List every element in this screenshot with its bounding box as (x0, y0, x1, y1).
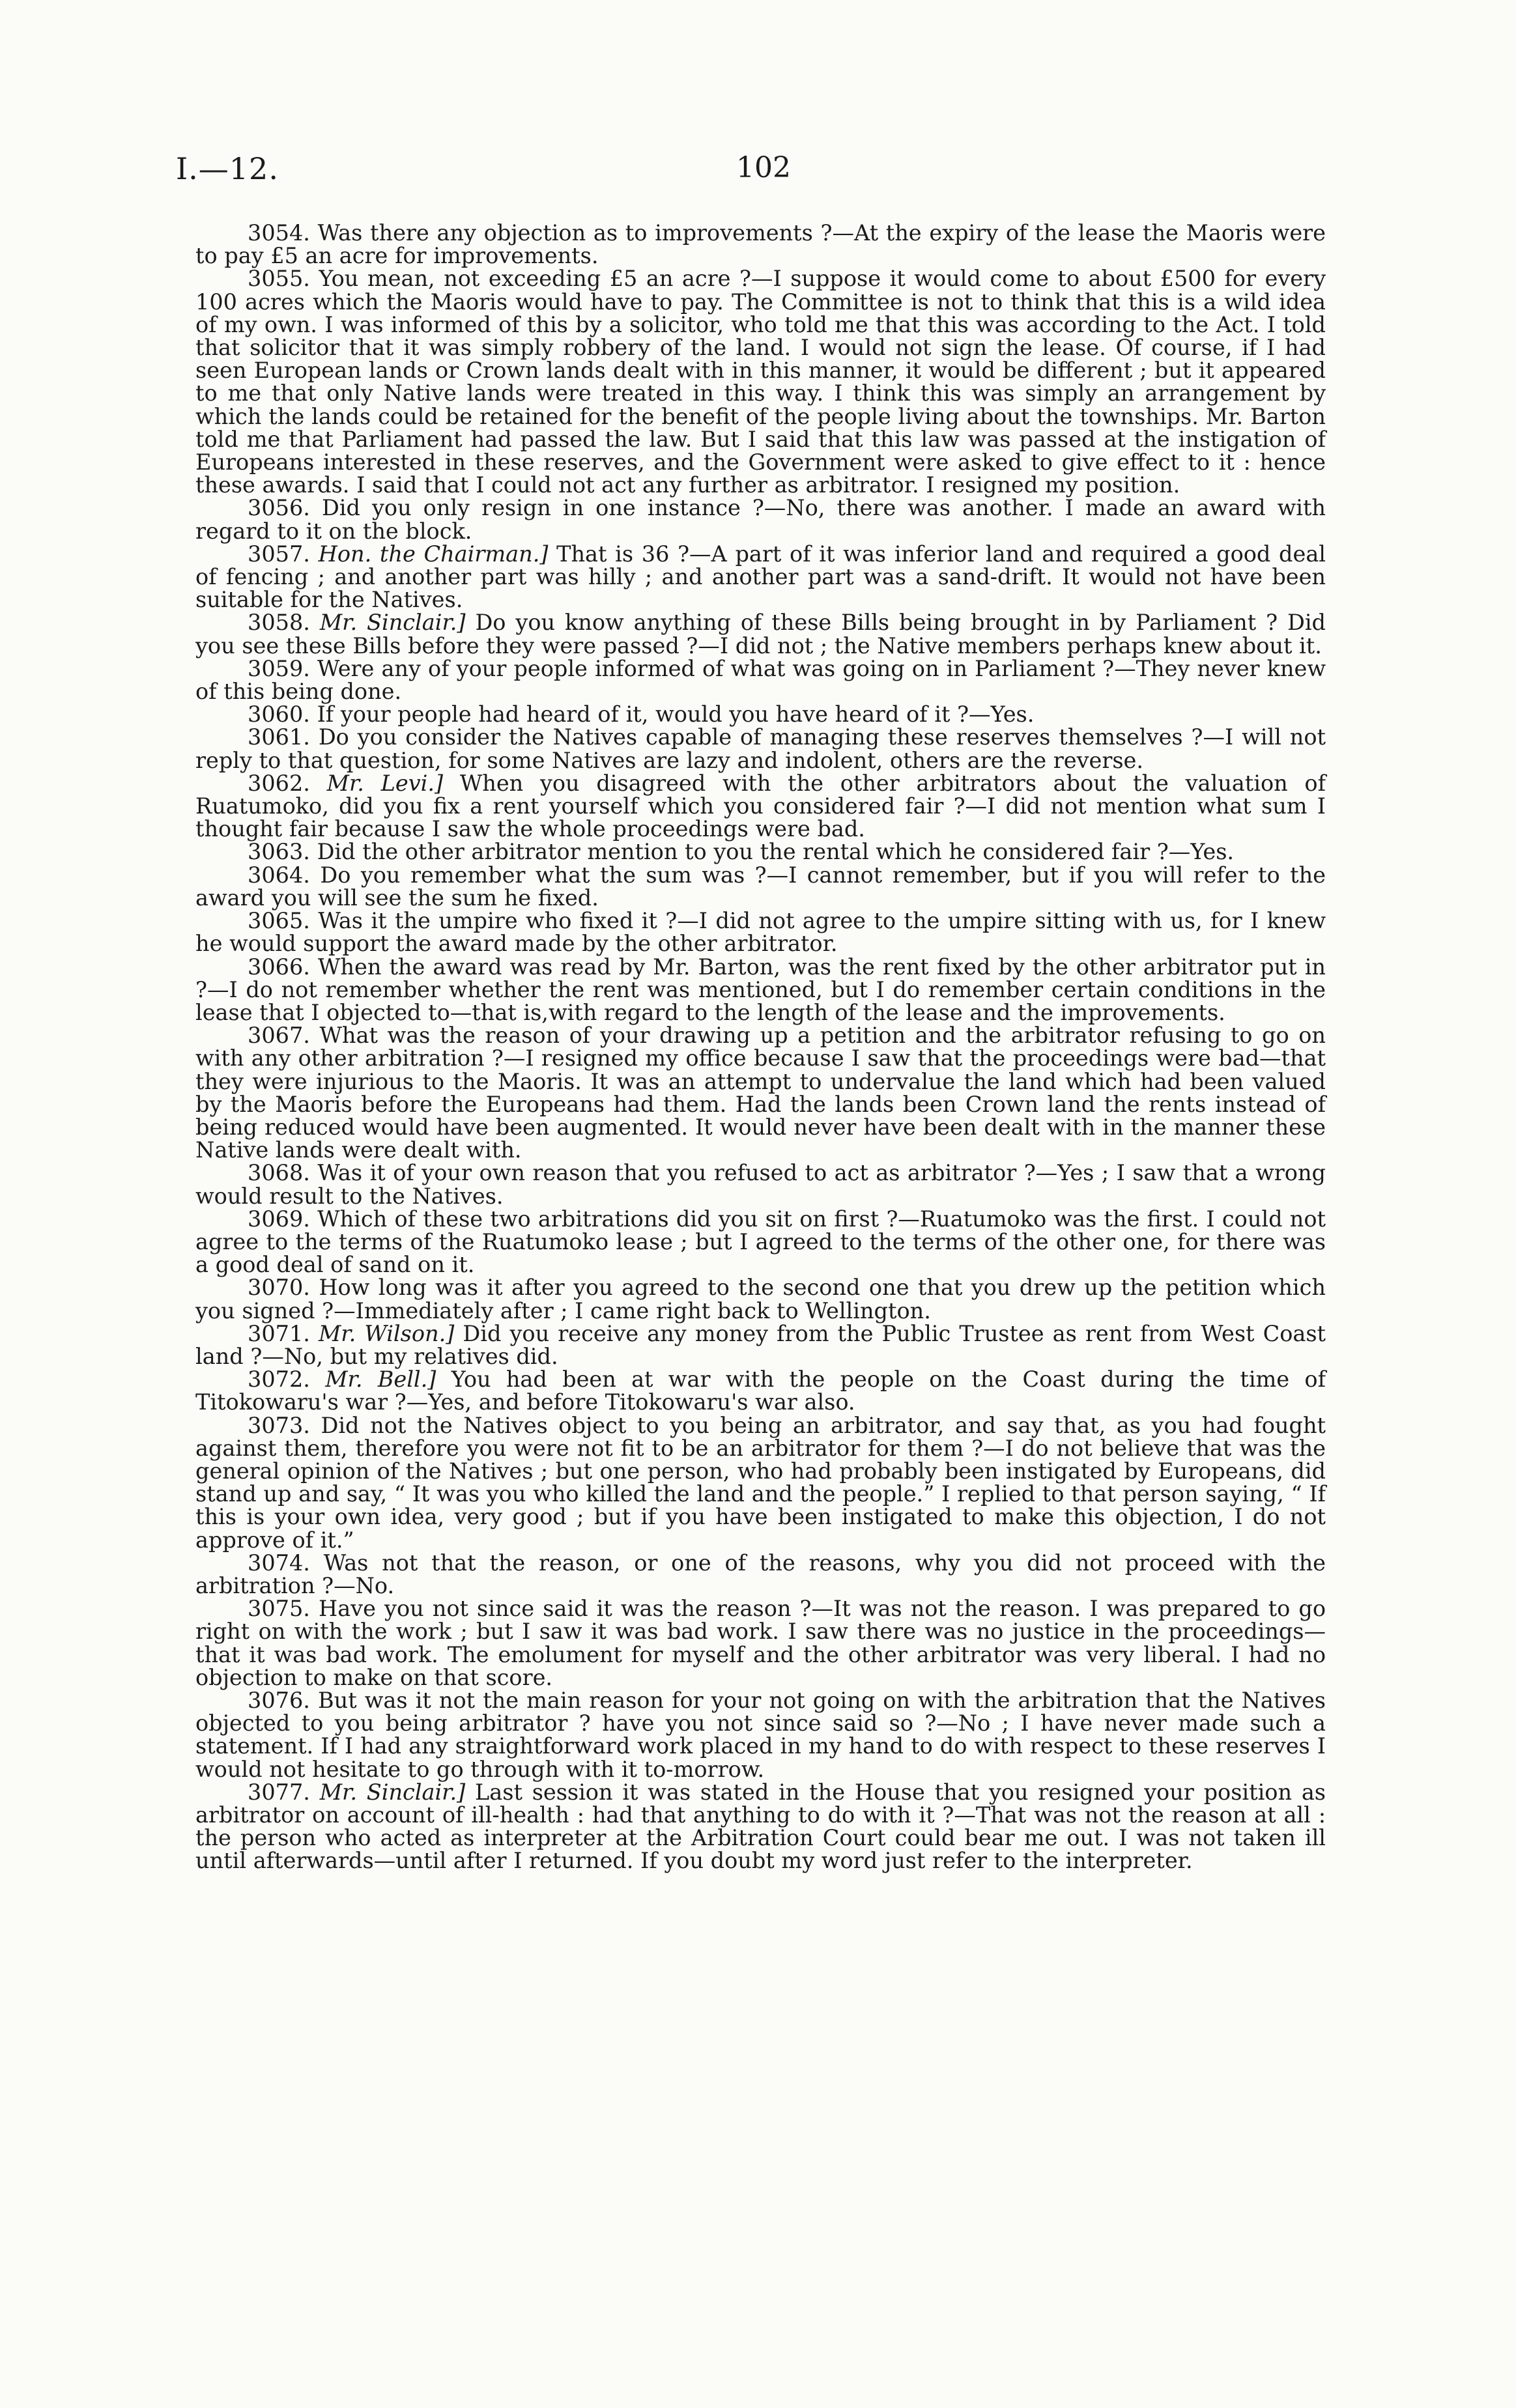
question-paragraph (195, 221, 1326, 267)
speaker-label: Mr. Levi.] (326, 770, 444, 796)
question-paragraph (195, 703, 1326, 726)
question-paragraph (195, 611, 1326, 657)
question-number: 3054. (248, 220, 310, 246)
question-number: 3059. (248, 655, 310, 681)
question-number: 3076. (248, 1688, 310, 1713)
question-paragraph (195, 1414, 1326, 1551)
question-answer-text: What was the reason of your drawing up a petition and the arbitrator refusing to go on with any other arbitration ?—I resigned my office because I saw that the proceedings were bad—that they were injurious to the Maoris. It was an attempt to undervalue the land which had been valued by the Maoris before the Europeans had them. Had the lands been Crown land the rents instead of being reduced would have been augmented. It would never have been dealt with in the manner these Native lands were dealt with. (195, 1023, 1326, 1163)
question-paragraph (195, 267, 1326, 496)
question-answer-text: You had been at war with the people on the Coast during the time of Titokowaru's war ?—Yes, and before Titokowaru's war also. (195, 1367, 1326, 1415)
question-answer-text: Last session it was stated in the House that you resigned your position as arbitrator on account of ill-health : had that anything to do with it ?—That was not the reason at all : the person who acted as interpreter at the Arbitration Court could bear me out. I was not taken ill until afterwards—until after I returned. If you doubt my word just refer to the interpreter. (195, 1779, 1326, 1874)
question-answer-text: Have you not since said it was the reason ?—It was not the reason. I was prepared to go right on with the work ; but I saw it was bad work. I saw there was no justice in the proceedings—that it was bad work. The emolument for myself and the other arbitrator was very liberal. I had no objection to make on that score. (195, 1596, 1326, 1690)
page-number: 102 (736, 151, 791, 184)
question-answer-text: Did you receive any money from the Public Trustee as rent from West Coast land ?—No, but my relatives did. (195, 1320, 1326, 1369)
question-answer-text: You mean, not exceeding £5 an acre ?—I suppose it would come to about £500 for every 100 acres which the Maoris would have to pay. The Committee is not to think that this is a wild idea of my own. I was informed of this by a solicitor, who told me that this was according to the Act. I told that solicitor that it was simply robbery of the land. I would not sign the lease. Of course, if I had seen European lands or Crown lands dealt with in this manner, it would be different ; but it appeared to me that only Native lands were treated in this way. I think this was simply an arrangement by which the lands could be retained for the benefit of the people living about the townships. Mr. Barton told me that Parliament had passed the law. But I said that this law was passed at the instigation of Europeans interested in these reserves, and the Government were asked to give effect to it : hence these awards. I said that I could not act any further as arbitrator. I resigned my position. (195, 266, 1326, 498)
question-number: 3070. (248, 1275, 310, 1301)
question-number: 3071. (248, 1320, 310, 1346)
question-answer-text: That is 36 ?—A part of it was inferior land and required a good deal of fencing ; and another part was hilly ; and another part was a sand-drift. It would not have been suitable for the Natives. (195, 541, 1326, 613)
question-answer-text: Did you only resign in one instance ?—No, there was another. I made an award with regard to it on the block. (195, 495, 1326, 544)
question-paragraph (195, 1597, 1326, 1689)
question-answer-text: Did not the Natives object to you being an arbitrator, and say that, as you had fought against them, therefore you were not fit to be an arbitrator for them ?—I do not believe that was the general opinion of the Natives ; but one person, who had probably been instigated by Europeans, did stand up and say, “ It was you who killed the land and the people.” I replied to that person saying, “ If this is your own idea, very good ; but if you have been instigated to make this objection, I do not approve of it.” (195, 1412, 1326, 1553)
question-answer-text: Were any of your people informed of what was going on in Parliament ?—They never knew of this being done. (195, 655, 1326, 705)
question-paragraph (195, 909, 1326, 955)
question-number: 3066. (248, 954, 310, 980)
speaker-label: Mr. Wilson.] (319, 1320, 455, 1346)
question-number: 3074. (248, 1550, 310, 1576)
question-paragraph (195, 496, 1326, 542)
question-paragraph (195, 1208, 1326, 1277)
speaker-label: Mr. Bell.] (325, 1367, 436, 1393)
question-number: 3061. (248, 724, 310, 750)
speaker-label: Hon. the Chairman.] (318, 541, 549, 567)
question-number: 3064. (248, 862, 310, 888)
question-answer-text: When you disagreed with the other arbitrators about the valuation of Ruatumoko, did you fix a rent yourself which you considered fair ?—I did not mention what sum I thought fair because I saw the whole proceedings were bad. (195, 770, 1326, 842)
question-number: 3057. (248, 541, 310, 567)
question-number: 3075. (248, 1596, 310, 1622)
question-paragraph (195, 772, 1326, 841)
question-answer-text: Which of these two arbitrations did you sit on first ?—Ruatumoko was the first. I could not agree to the terms of the Ruatumoko lease ; but I agreed to the terms of the other one, for there was a good deal of sand on it. (195, 1206, 1326, 1278)
question-number: 3067. (248, 1023, 310, 1049)
question-paragraph (195, 1551, 1326, 1597)
question-number: 3056. (248, 495, 310, 521)
question-answer-text: If your people had heard of it, would you have heard of it ?—Yes. (317, 701, 1035, 728)
question-number: 3060. (248, 701, 310, 728)
question-answer-text: Do you know anything of these Bills being brought in by Parliament ? Did you see these Bills before they were passed ?—I did not ; the Native members perhaps knew about it. (195, 610, 1326, 659)
question-paragraph (195, 543, 1326, 612)
question-number: 3068. (248, 1160, 310, 1186)
question-paragraph (195, 726, 1326, 771)
question-number: 3065. (248, 908, 310, 934)
question-number: 3072. (248, 1367, 310, 1393)
question-paragraph (195, 1161, 1326, 1207)
document-reference: I.—12. (176, 151, 279, 186)
question-answer-text: How long was it after you agreed to the second one that you drew up the petition which you signed ?—Immediately after ; I came right back to Wellington. (195, 1275, 1326, 1324)
question-paragraph (195, 1024, 1326, 1161)
speaker-label: Mr. Sinclair.] (319, 1779, 466, 1805)
question-number: 3077. (248, 1779, 310, 1805)
question-answer-text: Was not that the reason, or one of the reasons, why you did not proceed with the arbitration ?—No. (195, 1550, 1326, 1598)
question-number: 3073. (248, 1412, 310, 1438)
question-answer-text: Was it of your own reason that you refused to act as arbitrator ?—Yes ; I saw that a wrong would result to the Natives. (195, 1160, 1326, 1209)
question-paragraph (195, 1322, 1326, 1368)
question-number: 3069. (248, 1206, 310, 1232)
question-paragraph (195, 1368, 1326, 1413)
question-number: 3062. (248, 770, 310, 796)
question-paragraph (195, 956, 1326, 1025)
question-number: 3058. (248, 610, 310, 636)
question-paragraph (195, 1781, 1326, 1873)
question-answer-text: But was it not the main reason for your not going on with the arbitration that the Natives objected to you being arbitrator ? have you not since said so ?—No ; I have never made such a statement. If I had any straightforward work placed in my hand to do with respect to these reserves I would not hesitate to go through with it to-morrow. (195, 1688, 1326, 1782)
speaker-label: Mr. Sinclair.] (319, 610, 466, 636)
question-paragraph (195, 1276, 1326, 1322)
page-header (176, 151, 1342, 190)
question-paragraph (195, 864, 1326, 909)
question-number: 3063. (248, 839, 310, 865)
question-answer-text: Did the other arbitrator mention to you the rental which he considered fair ?—Yes. (317, 839, 1235, 865)
question-paragraph (195, 1689, 1326, 1781)
question-paragraph (195, 840, 1326, 863)
question-answer-text: When the award was read by Mr. Barton, was the rent fixed by the other arbitrator put in ?—I do not remember whether the rent was mentioned, but I do remember certain conditions in the lease that I objected to—that is,with regard to the length of the lease and the improvements. (195, 954, 1326, 1025)
question-answer-text: Do you remember what the sum was ?—I cannot remember, but if you will refer to the award you will see the sum he fixed. (195, 862, 1326, 911)
question-answer-text: Do you consider the Natives capable of managing these reserves themselves ?—I will not reply to that question, for some Natives are lazy and indolent, others are the reverse. (195, 724, 1326, 773)
evidence-text (195, 221, 1326, 1873)
question-answer-text: Was there any objection as to improvements ?—At the expiry of the lease the Maoris were to pay £5 an acre for improvements. (195, 220, 1326, 269)
question-answer-text: Was it the umpire who fixed it ?—I did not agree to the umpire sitting with us, for I knew he would support the award made by the other arbitrator. (195, 908, 1326, 957)
question-paragraph (195, 657, 1326, 703)
question-number: 3055. (248, 266, 310, 292)
